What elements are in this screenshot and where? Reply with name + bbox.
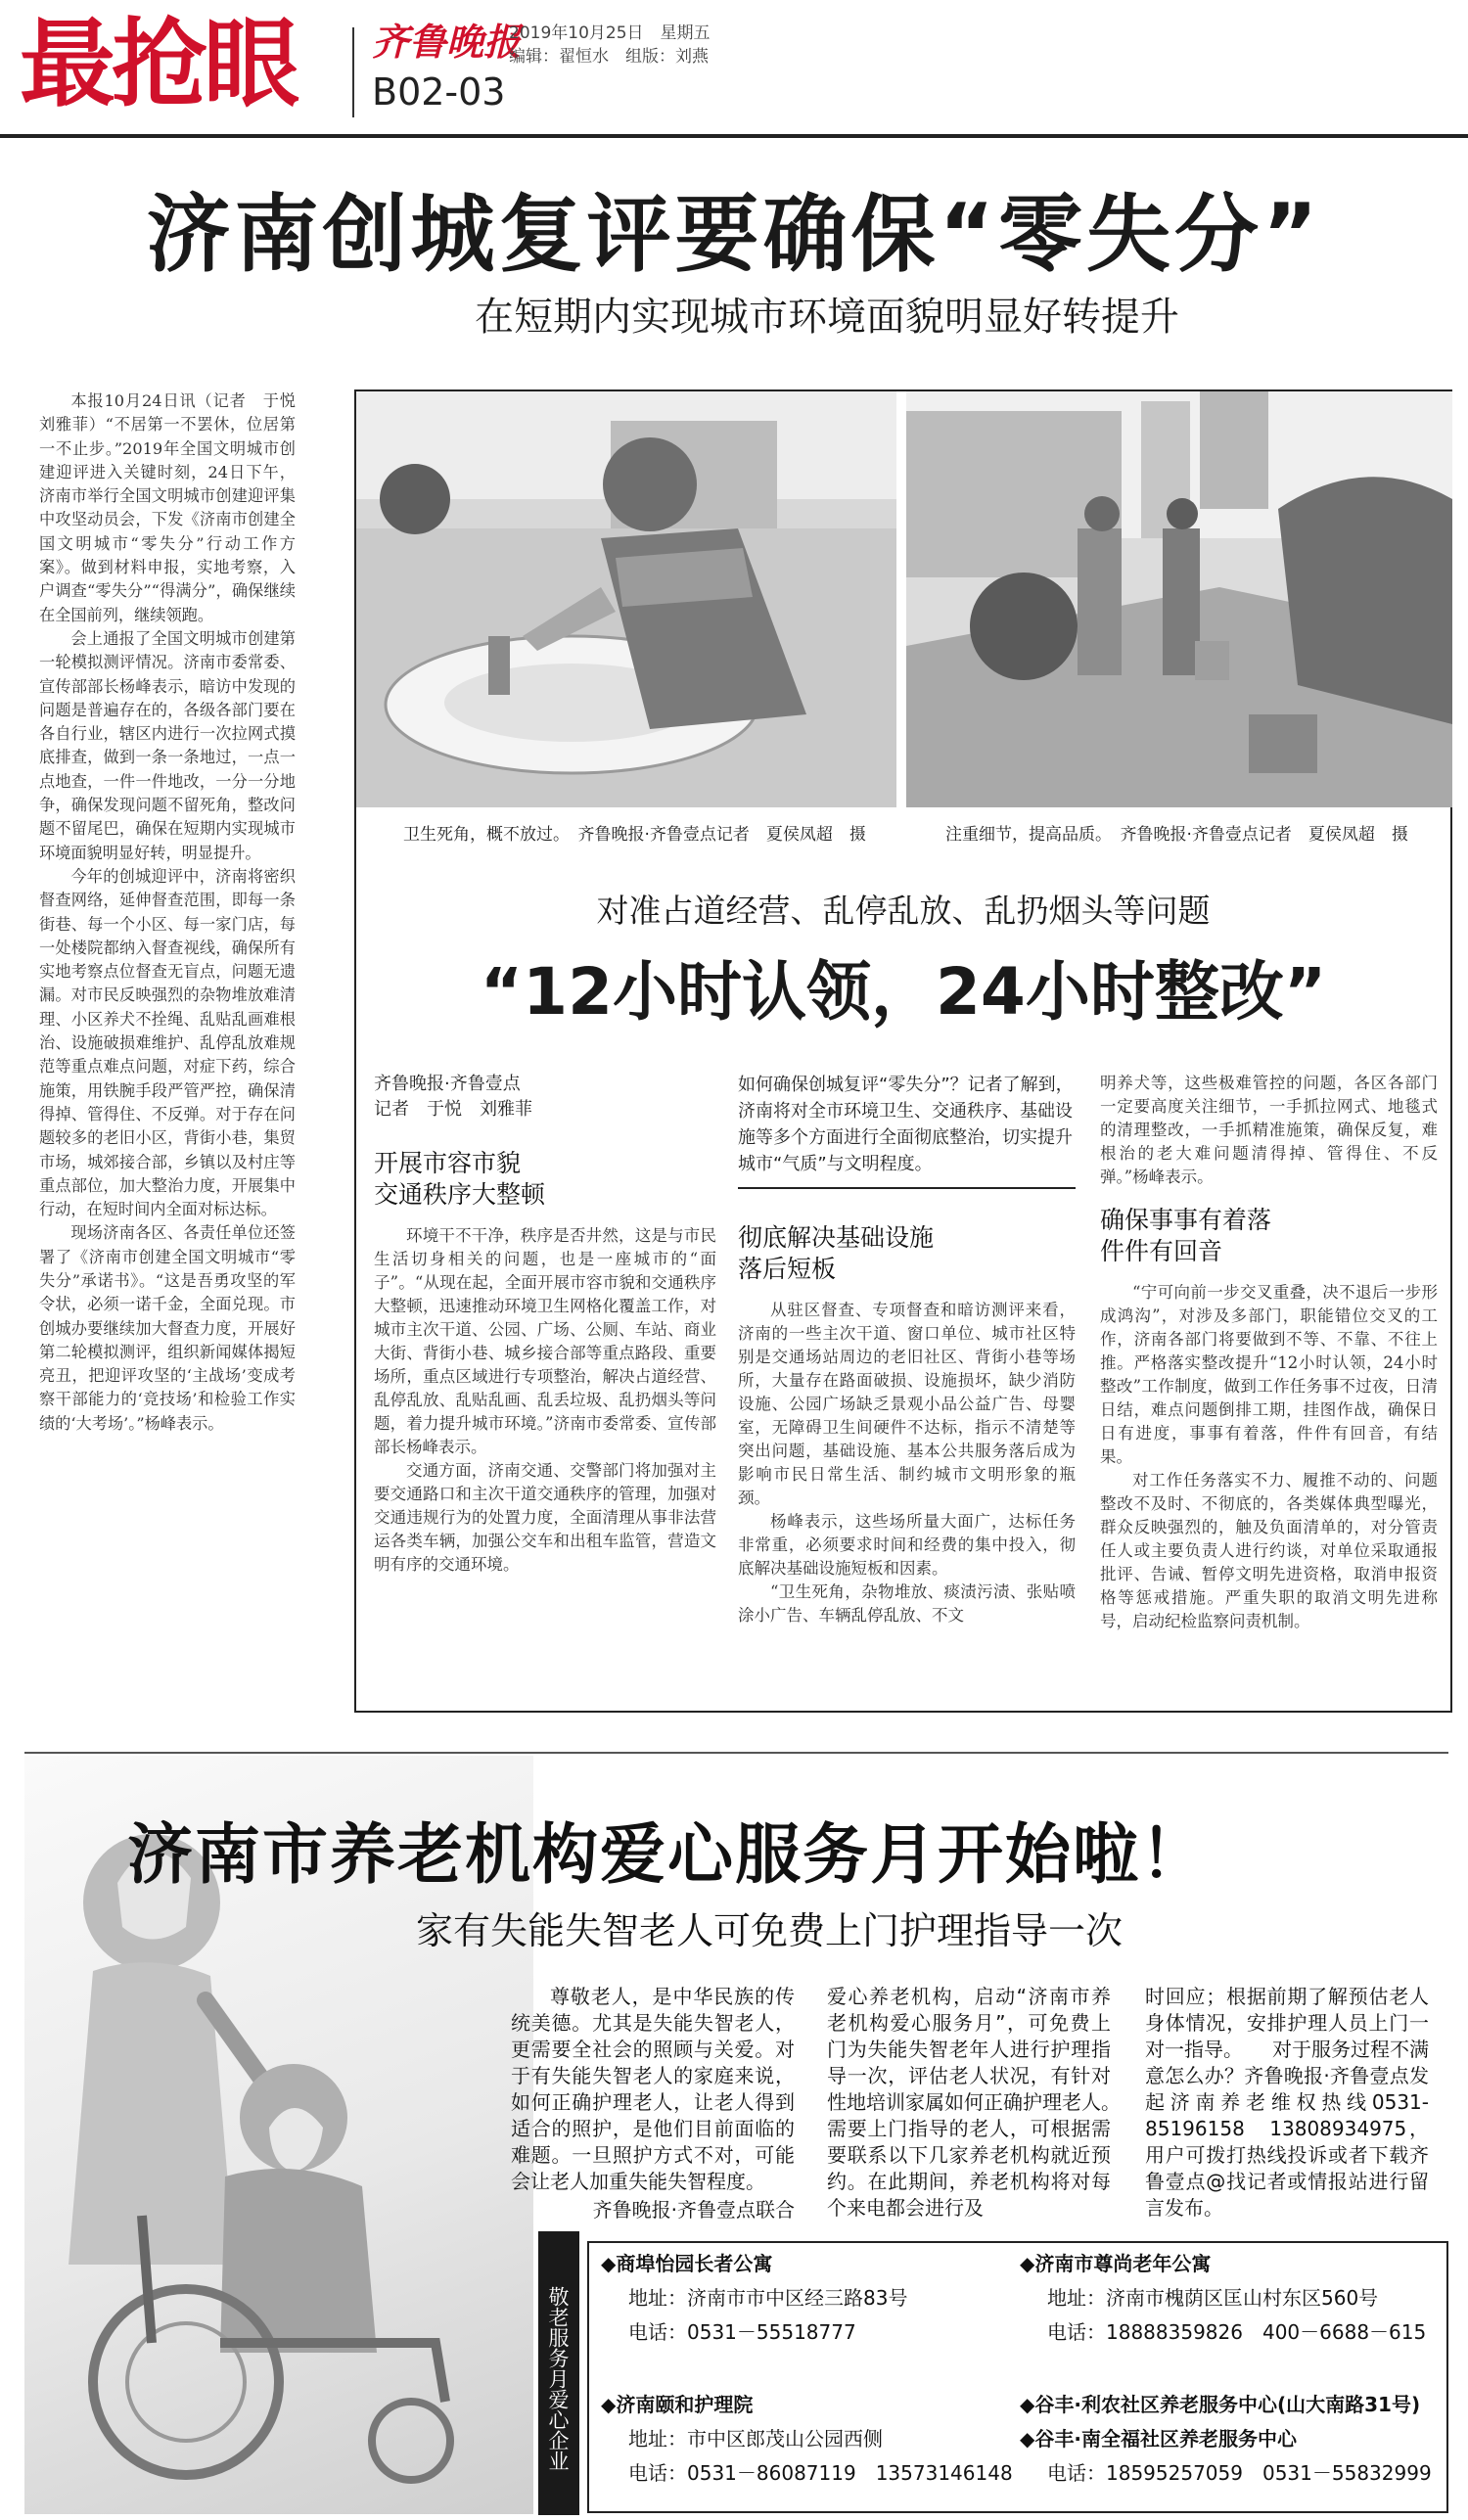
listing-item	[1020, 2247, 1426, 2350]
listing-address: 地址：济南市槐荫区匡山村东区560号	[1047, 2286, 1379, 2310]
ad-column-3	[1145, 1984, 1429, 2222]
photo-sink-cleaning	[356, 391, 896, 807]
listing-address: 地址：济南市市中区经三路83号	[628, 2286, 908, 2310]
photo-sidewalk-cleaning	[906, 391, 1452, 807]
listing-item	[601, 2388, 1013, 2491]
sub-article-byline: 齐鲁晚报·齐鲁壹点 记者 于悦 刘雅菲	[374, 1074, 532, 1120]
ad-paragraph: 尊敬老人，是中华民族的传统美德。尤其是失能失智老人，更需要全社会的照顾与关爱。对于有失能失智老人的家庭来说，如何正确护理老人，让老人得到适合的照护，是他们目前面临的难题。一旦照护方式不对，可能会让老人加重失能失智程度。	[511, 1985, 795, 2193]
main-headline: 济南创城复评要确保“零失分”	[146, 186, 1322, 284]
sub-article-column-2	[738, 1072, 1076, 1627]
section-paragraph: 从驻区督查、专项督查和暗访测评来看，济南的一些主次干道、窗口单位、城市社区特别是交通场站周边的老旧社区、背街小巷等场所，大量存在路面破损、设施损坏，缺少消防设施、公园广场缺乏景观小品公益广告、母婴室，无障碍卫生间硬件不达标，指示不清楚等突出问题，基础设施、基本公共服务落后成为影响市民日常生活、制约城市文明形象的瓶颈。	[738, 1301, 1076, 1507]
ad-title: 济南市养老机构爱心服务月开始啦！	[127, 1816, 1208, 1893]
listing-phone: 电话：0531－86087119 13573146148	[628, 2461, 1013, 2485]
listing-name-2: ◆谷丰·南全福社区养老服务中心	[1020, 2427, 1297, 2451]
lead-paragraph: 会上通报了全国文明城市创建第一轮模拟测评情况。济南市委常委、宣传部部长杨峰表示，暗访中发现的问题是普遍存在的，各级各部门要在各自行业，辖区内进行一次拉网式摸底排查，做到一条一条地过，一点一点地查，一件一件地改，一分一分地争，确保发现问题不留死角，整改问题不留尾巴，确保在短期内实现城市环境面貌明显好转，明显提升。	[39, 628, 296, 862]
listing-name: ◆济南颐和护理院	[601, 2393, 754, 2416]
section-heading: 彻底解决基础设施 落后短板	[738, 1223, 935, 1283]
section-paragraph: “卫生死角，杂物堆放、痰渍污渍、张贴喷涂小广告、车辆乱停乱放、不文	[738, 1582, 1076, 1625]
section-name: 最抢眼	[20, 9, 297, 120]
photo-caption-1: 卫生死角，概不放过。 齐鲁晚报·齐鲁壹点记者 夏侯凤超 摄	[403, 825, 866, 845]
listing-phone: 电话：0531－55518777	[628, 2320, 856, 2344]
lead-paragraph: 今年的创城迎评中，济南将密织督查网络，延伸督查范围，即每一条街巷、每一个小区、每一家门店，每一处楼院都纳入督查视线，确保所有实地考察点位督查无盲点，问题无遗漏。对市民反映强烈的杂物堆放难清理、小区养犬不拴绳、乱贴乱画难根治、设施破损难维护、乱停乱放难规范等重点难点问题，对症下药，综合施策，用铁腕手段严管严控，确保清得掉、管得住、不反弹。对于存在问题较多的老旧小区，背街小巷，集贸市场，城郊接合部，乡镇以及村庄等重点部位，加大整治力度，开展集中行动，在短时间内全面对标达标。	[39, 866, 296, 1219]
sub-article-title: “12小时认领，24小时整改”	[480, 954, 1327, 1030]
section-paragraph: 杨峰表示，这些场所量大面广，达标任务非常重，必须要求时间和经费的集中投入，彻底解决基础设施短板和因素。	[738, 1512, 1076, 1578]
section-paragraph: “宁可向前一步交叉重叠，决不退后一步形成鸿沟”，对涉及多部门，职能错位交叉的工作，济南各部门将要做到不等、不靠、不往上推。严格落实整改提升“12小时认领，24小时整改”工作制度，做到工作任务事不过夜，日清日结，难点问题倒排工期，挂图作战，确保日日有进度，事事有着落，件件有回音，有结果。	[1100, 1283, 1438, 1466]
header-rule	[0, 134, 1468, 138]
sub-article-column-1	[374, 1072, 716, 1577]
ad-paragraph: 时回应；根据前期了解预估老人身体情况，安排护理人员上门一对一指导。 对于服务过程不满意怎么办？齐鲁晚报·齐鲁壹点发起济南养老维权热线0531-85196158 13808934975，用户可拨打热线投诉或者下载齐鲁壹点@找记者或情报站进行留言发布。	[1145, 1985, 1429, 2220]
care-facility-listings	[587, 2241, 1448, 2513]
listing-name: ◆商埠怡园长者公寓	[601, 2252, 773, 2275]
ad-column-1	[511, 1984, 795, 2223]
listing-phone: 电话：18888359826 400－6688－615	[1047, 2320, 1427, 2344]
listing-item	[1020, 2388, 1432, 2491]
question-box: 如何确保创城复评“零失分”？记者了解到，济南将对全市环境卫生、交通秩序、基础设施等多个方面进行全面彻底整治，切实提升城市“气质”与文明程度。	[738, 1072, 1076, 1189]
header-meta	[509, 22, 711, 69]
lead-article-body	[39, 389, 312, 1436]
editors-line: 编辑：翟恒水 组版：刘燕	[509, 47, 709, 67]
listing-item	[601, 2247, 907, 2350]
header-divider	[352, 27, 354, 117]
listing-address: 地址：市中区郎茂山公园西侧	[628, 2427, 883, 2451]
ad-credit: 齐鲁晚报·齐鲁壹点联合	[592, 2198, 795, 2222]
section-heading: 确保事事有着落 件件有回音	[1100, 1206, 1272, 1265]
ad-paragraph: 爱心养老机构，启动“济南市养老机构爱心服务月”，可免费上门为失能失智老年人进行护理指导一次，评估老人状况，有针对性地培训家属如何正确护理老人。 需要上门指导的老人，可根据需要联系以下几家养老机构就近预约。在此期间，养老机构将对每个来电都会进行及	[827, 1985, 1150, 2220]
sub-article-column-3	[1100, 1072, 1438, 1633]
page-number: B02-03	[372, 70, 506, 114]
listing-phone: 电话：18595257059 0531－55832999	[1047, 2461, 1432, 2485]
ad-column-2	[827, 1984, 1150, 2222]
section-paragraph: 明养犬等，这些极难管控的问题，各区各部门一定要高度关注细节，一手抓拉网式、地毯式的清理整改，一手抓精准施策，确保反复，难根治的老大难问题清得掉、管得住、不反弹。”杨峰表示。	[1100, 1074, 1438, 1186]
section-paragraph: 对工作任务落实不力、履推不动的、问题整改不及时、不彻底的，各类媒体典型曝光，群众反映强烈的，触及负面清单的，对分管责任人或主要负责人进行约谈，对单位采取通报批评、告诫、暂停文明先进资格，取消申报资格等惩戒措施。严重失职的取消文明先进称号，启动纪检监察问责机制。	[1100, 1471, 1438, 1630]
date-line: 2019年10月25日 星期五	[509, 23, 711, 43]
main-subheadline: 在短期内实现城市环境面貌明显好转提升	[475, 295, 1179, 340]
sub-article-intro: 对准占道经营、乱停乱放、乱扔烟头等问题	[596, 892, 1211, 930]
section-paragraph: 交通方面，济南交通、交警部门将加强对主要交通路口和主次干道交通秩序的管理，加强对交通违规行为的处置力度，全面清理从事非法营运各类车辆，加强公交车和出租车监管，营造文明有序的交通环境。	[374, 1461, 716, 1574]
ad-top-rule	[24, 1752, 1448, 1754]
section-heading: 开展市容市貌 交通秩序大整顿	[374, 1149, 546, 1209]
feature-box	[354, 389, 1452, 1713]
lead-paragraph: 现场济南各区、各责任单位还签署了《济南市创建全国文明城市“零失分”承诺书》。“这是吾勇攻坚的军令状，必须一诺千金，全面兑现。市创城办要继续加大督查力度，开展好第二轮模拟测评，组织新闻媒体揭短亮丑，把迎评攻坚的‘主战场’变成考察干部能力的‘竞技场’和检验工作实绩的‘大考场’。”杨峰表示。	[39, 1223, 296, 1433]
listing-name: ◆济南市尊尚老年公寓	[1020, 2252, 1212, 2275]
paper-logo: 齐鲁晚报	[372, 20, 522, 64]
ad-subtitle: 家有失能失智老人可免费上门护理指导一次	[416, 1909, 1124, 1952]
photo-sink-cleaning-art	[356, 391, 896, 807]
elderly-care-ad	[0, 1744, 1468, 2520]
ad-vertical-label: 敬老服务月爱心企业	[538, 2231, 579, 2515]
listing-name: ◆谷丰·利农社区养老服务中心(山大南路31号)	[1020, 2393, 1421, 2416]
lead-paragraph: 本报10月24日讯（记者 于悦 刘雅菲）“不居第一不罢休，位居第一不止步。”2019年全国文明城市创建迎评进入关键时刻，24日下午，济南市举行全国文明城市创建迎评集中攻坚动员会，下发《济南市创建全国文明城市“零失分”行动工作方案》。做到材料申报，实地考察，入户调查“零失分”“得满分”，确保继续在全国前列，继续领跑。	[39, 391, 312, 624]
photo-caption-2: 注重细节，提高品质。 齐鲁晚报·齐鲁壹点记者 夏侯凤超 摄	[945, 825, 1408, 845]
photo-sidewalk-cleaning-art	[906, 391, 1452, 807]
section-paragraph: 环境干不干净，秩序是否井然，这是与市民生活切身相关的问题，也是一座城市的“面子”。“从现在起，全面开展市容市貌和交通秩序大整顿，迅速推动环境卫生网格化覆盖工作，对城市主次干道、公园、广场、公厕、车站、商业大街、背街小巷、城乡接合部等重点路段、重要场所，重点区域进行专项整治，解决占道经营、乱停乱放、乱贴乱画、乱丢垃圾、乱扔烟头等问题，着力提升城市环境。”济南市委常委、宣传部部长杨峰表示。	[374, 1226, 716, 1456]
